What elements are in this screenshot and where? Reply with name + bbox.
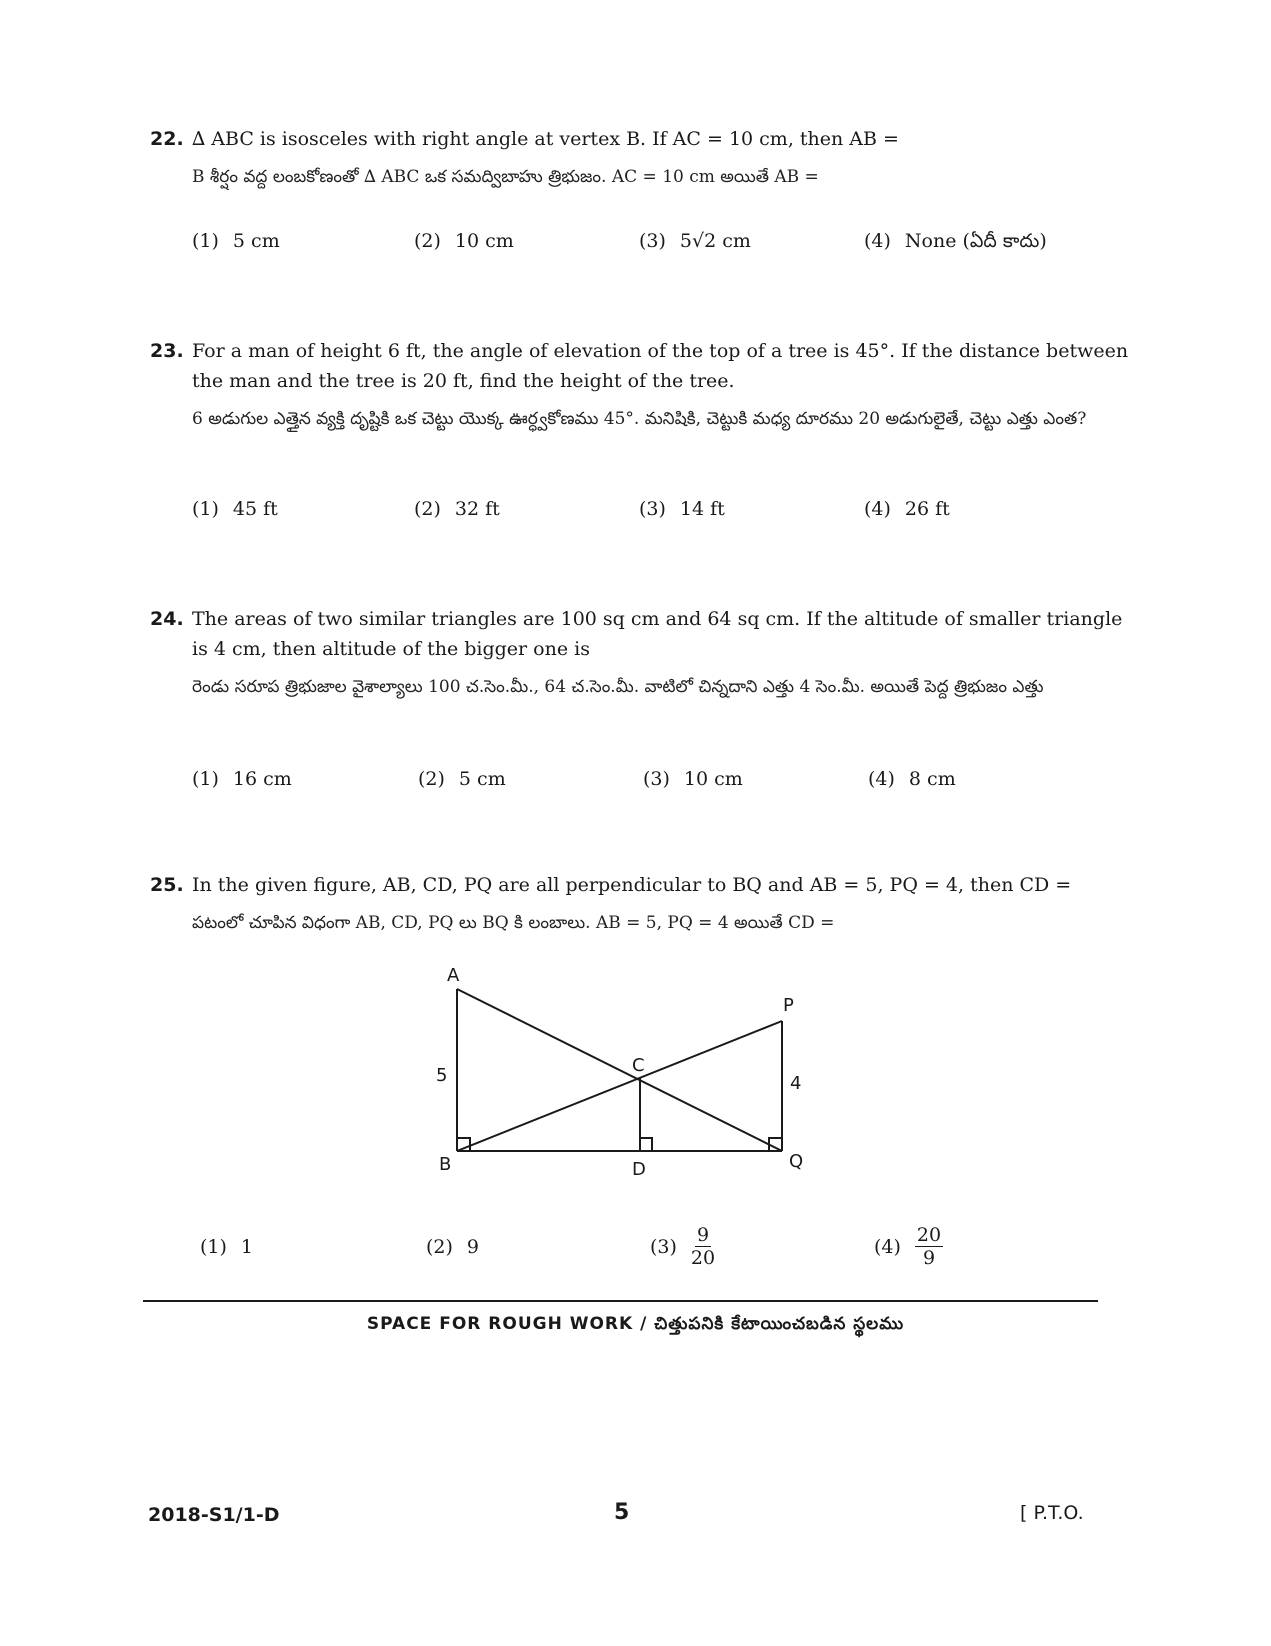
right-angle-d bbox=[640, 1138, 652, 1151]
label-q: Q bbox=[789, 1151, 804, 1172]
fraction: $\frac{9}{20}$ bbox=[690, 1224, 716, 1269]
option-4: (4) None (ఏదీ కాదు) bbox=[864, 230, 1047, 252]
rough-work-heading: SPACE FOR ROUGH WORK / చిత్తుపనికి కేటాయించబడిన స్థలము bbox=[366, 1314, 905, 1334]
option-2: (2) 10 cm bbox=[414, 230, 514, 252]
question-number: 23. bbox=[150, 340, 184, 362]
option-1: (1) 45 ft bbox=[192, 498, 278, 520]
options-22 bbox=[192, 230, 1092, 270]
question-text-telugu: 6 అడుగుల ఎత్తైన వ్యక్తి దృష్టికి ఒక చెట్టు యొక్క ఊర్ధ్వకోణము 45°. మనిషికి, చెట్టుకి మధ్య దూరము 20 అడుగులైతే, చెట్టు ఎత్తు ఎంత? bbox=[192, 409, 1087, 429]
option-2: (2) 5 cm bbox=[418, 768, 506, 790]
pto-label: [ P.T.O. bbox=[1020, 1502, 1084, 1524]
option-1: (1) 5 cm bbox=[192, 230, 280, 252]
option-2: (2) 32 ft bbox=[414, 498, 500, 520]
option-3: (3) 5√2 cm bbox=[639, 230, 751, 252]
option-4: (4) $\frac{20}{9}$ bbox=[874, 1224, 942, 1269]
booklet-code: 2018-S1/1-D bbox=[148, 1504, 280, 1526]
question-text-english: ∆ ABC is isosceles with right angle at vertex B. If AC = 10 cm, then AB = bbox=[192, 128, 899, 150]
fraction: $\frac{20}{9}$ bbox=[916, 1224, 942, 1269]
question-24 bbox=[150, 604, 1140, 702]
line-bp bbox=[457, 1021, 782, 1151]
question-25 bbox=[150, 870, 1140, 938]
question-number: 25. bbox=[150, 874, 184, 896]
question-text-english: The areas of two similar triangles are 100 sq cm and 64 sq cm. If the altitude of smaller triangle is 4 cm, then altitude of the bigger one is bbox=[192, 608, 1123, 660]
option-4: (4) 26 ft bbox=[864, 498, 950, 520]
options-25 bbox=[192, 1224, 1092, 1274]
question-number: 22. bbox=[150, 128, 184, 150]
label-ab-length: 5 bbox=[436, 1065, 448, 1086]
label-pq-length: 4 bbox=[790, 1073, 802, 1094]
question-text-telugu: రెండు సరూప త్రిభుజాల వైశాల్యాలు 100 చ.సెం.మీ., 64 చ.సెం.మీ. వాటిలో చిన్నదాని ఎత్తు 4 సెం.మీ. అయితే పెద్ద త్రిభుజం ఎత్తు bbox=[192, 677, 1044, 697]
question-text-telugu: పటంలో చూపిన విధంగా AB, CD, PQ లు BQ కి లంబాలు. AB = 5, PQ = 4 అయితే CD = bbox=[192, 913, 835, 933]
option-2: (2) 9 bbox=[426, 1236, 480, 1258]
question-text-telugu: B శీర్షం వద్ద లంబకోణంతో ∆ ABC ఒక సమద్విబాహు త్రిభుజం. AC = 10 cm అయితే AB = bbox=[192, 167, 819, 187]
option-3: (3) 10 cm bbox=[643, 768, 743, 790]
page-number: 5 bbox=[614, 1500, 630, 1525]
label-d: D bbox=[632, 1159, 646, 1180]
line-aq bbox=[457, 989, 782, 1151]
label-p: P bbox=[783, 995, 794, 1016]
question-23 bbox=[150, 336, 1140, 434]
option-3: (3) 14 ft bbox=[639, 498, 725, 520]
geometry-figure bbox=[400, 955, 840, 1185]
divider bbox=[143, 1300, 1098, 1302]
option-3: (3) $\frac{9}{20}$ bbox=[650, 1224, 716, 1269]
question-number: 24. bbox=[150, 608, 184, 630]
option-1: (1) 16 cm bbox=[192, 768, 292, 790]
label-b: B bbox=[439, 1154, 452, 1175]
label-a: A bbox=[447, 965, 460, 986]
question-22 bbox=[150, 124, 1140, 192]
options-24 bbox=[192, 768, 1092, 808]
option-4: (4) 8 cm bbox=[868, 768, 956, 790]
question-text-english: For a man of height 6 ft, the angle of elevation of the top of a tree is 45°. If the distance between the man and the tree is 20 ft, find the height of the tree. bbox=[192, 340, 1129, 392]
label-c: C bbox=[632, 1055, 645, 1076]
option-1: (1) 1 bbox=[200, 1236, 254, 1258]
question-text-english: In the given figure, AB, CD, PQ are all perpendicular to BQ and AB = 5, PQ = 4, then CD = bbox=[192, 874, 1072, 896]
options-23 bbox=[192, 498, 1092, 538]
